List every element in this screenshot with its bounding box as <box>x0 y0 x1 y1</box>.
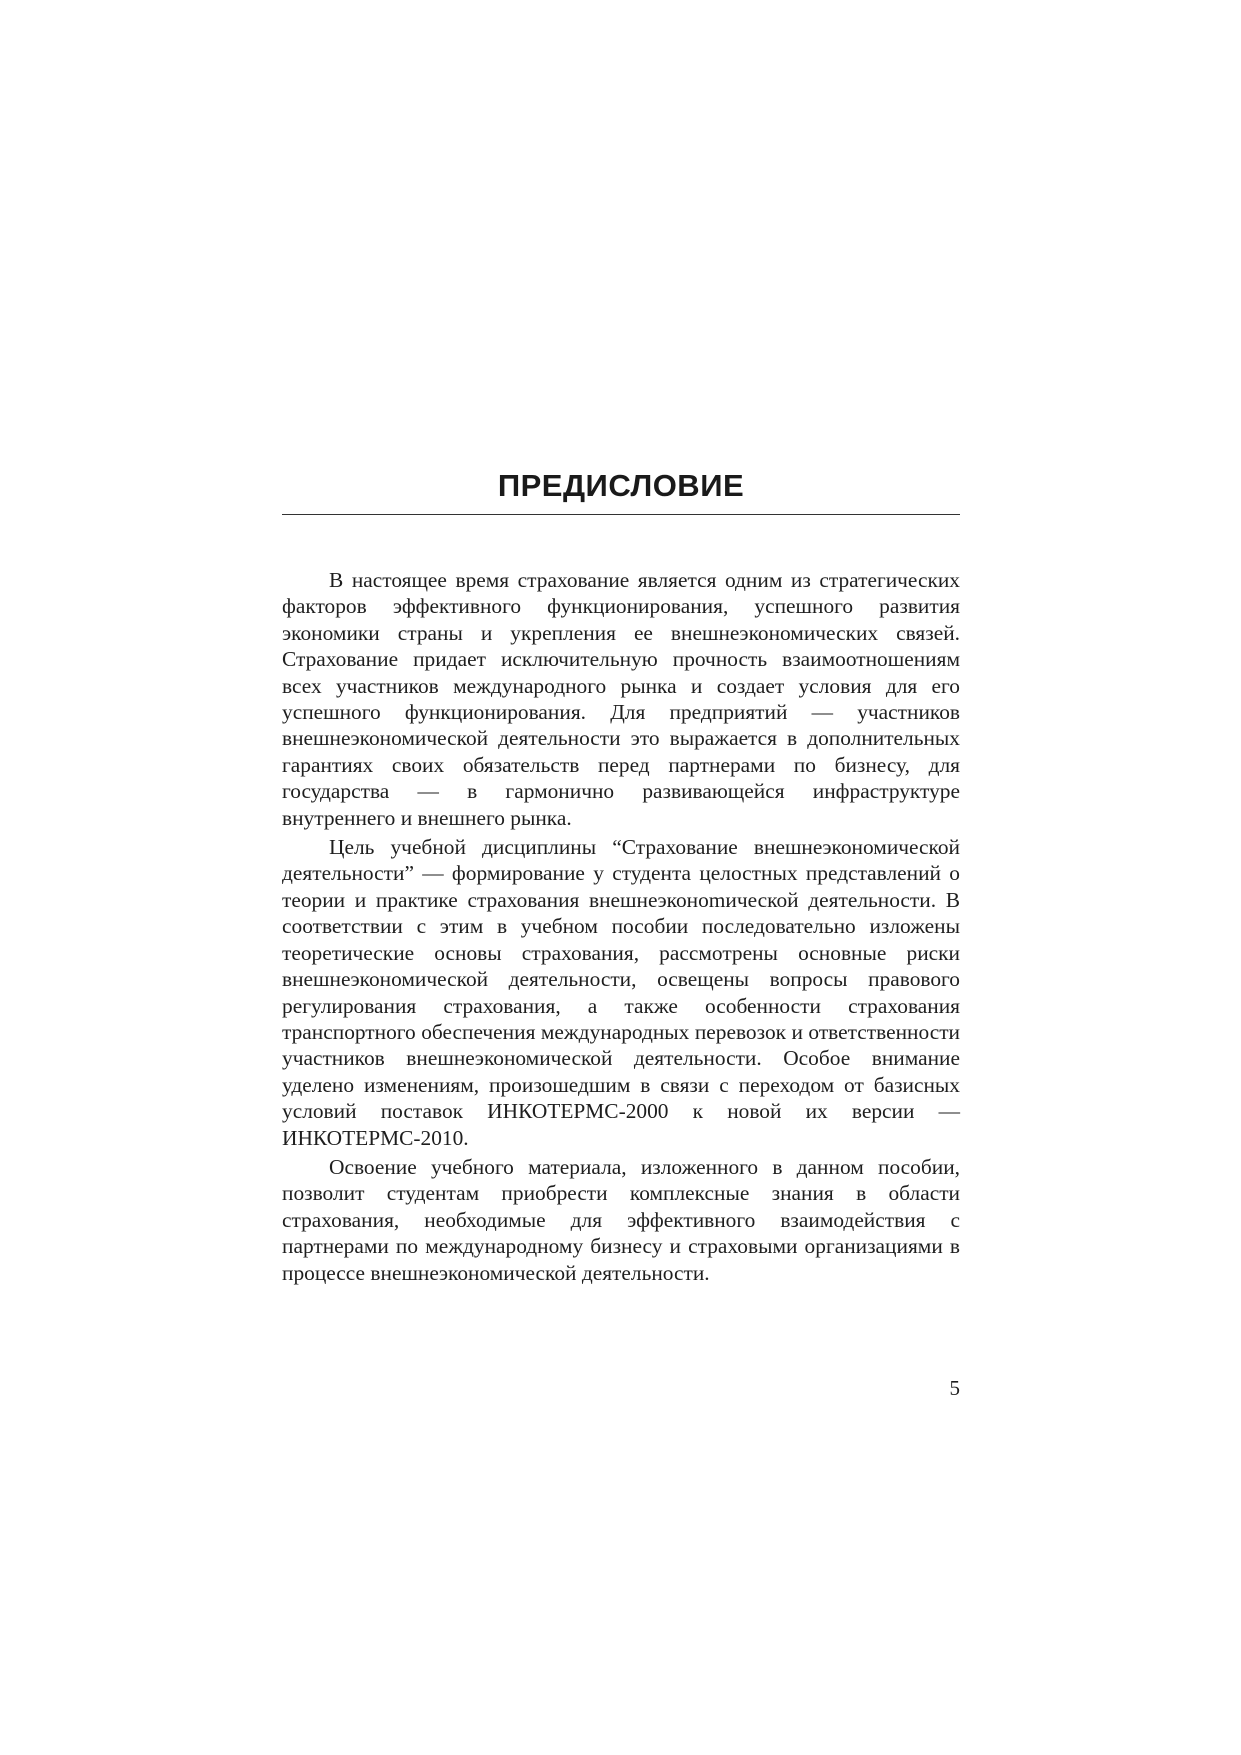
paragraph-3: Освоение учебного материала, изложенного в данном пособии, позволит студентам приобрести комплексные знания в области страхования, необходимые для эффективного взаимодействия с партнерами по международному бизнесу и страховыми организациями в процессе внешнеэкономической деятельности. <box>282 1154 960 1285</box>
paragraph-2: Цель учебной дисциплины “Страхование внешнеэкономической деятельности” — формирование у студента целостных представлений о теории и практике страхования внешнеэконоmической деятельности. В соответствии с этим в учебном пособии последовательно изложены теоретические основы страхования, рассмотрены основные риски внешнеэкономической деятельности, освещены вопросы правового регулирования страхования, а также особенности страхования транспортного обеспечения международных перевозок и ответственности участников внешнеэкономической деятельности. Особое внимание уделено изменениям, произошедшим в связи с переходом от базисных условий поставок ИНКОТЕРМС-2000 к новой их версии — ИНКОТЕРМС-2010. <box>282 835 960 1150</box>
page-title: ПРЕДИСЛОВИЕ <box>497 468 745 503</box>
title-underline <box>282 514 960 515</box>
paragraph-1: В настоящее время страхование является одним из стратегических факторов эффективного функционирования, успешного развития экономики страны и укрепления ее внешнеэкономических связей. Страхование придает исключительную прочность взаимоотношениям всех участников международного рынка и создает условия для его успешного функционирования. Для предприятий — участников внешнеэкономической деятельности это выражается в дополнительных гарантиях своих обязательств перед партнерами по бизнесу, для государства — в гармонично развивающейся инфраструктуре внутреннего и внешнего рынка. <box>282 568 960 830</box>
preface-text <box>282 567 960 1289</box>
page-number: 5 <box>949 1376 960 1400</box>
